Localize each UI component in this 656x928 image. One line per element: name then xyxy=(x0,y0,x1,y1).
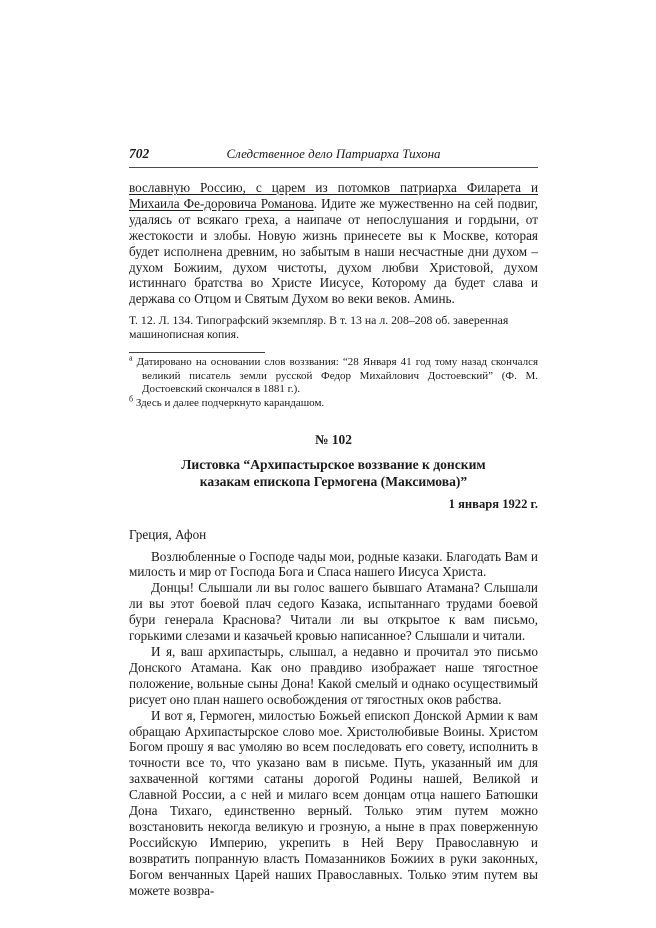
archival-reference: Т. 12. Л. 134. Типографский экземпляр. В т. 13 на л. 208–208 об. заверенная машинописная копия. xyxy=(129,313,509,342)
continuation-paragraph-text: . Идите же мужественно на сей подвиг, удалясь от всякаго греха, а наипаче от непослушания и гордыни, от жестокости и злобы. Новую жизнь принесете вы к Москве, которая будет исполнена древним, но забытым в наши несчастные дни духом – духом Божиим, духом чистоты, духом любви Христовой, духом истиннаго братства во Христе Иисусе, Которому да будет слава и держава со Отцом и Святым Духом во веки веков. Аминь. xyxy=(129,195,538,307)
page-content xyxy=(129,146,538,898)
page-number: 702 xyxy=(129,146,150,161)
footnote-b xyxy=(129,394,538,411)
document-title: Листовка “Архипастырское воззвание к донским казакам епископа Гермогена (Максимова)” xyxy=(181,456,486,489)
footnote-a xyxy=(129,353,539,397)
pencil-underlined-text: вославную Россию, с царем из потомков патриарха Филарета и Михаила Фе-доровича Романова xyxy=(129,180,538,211)
footnote-b-marker: б xyxy=(129,394,134,404)
continuation-paragraph xyxy=(129,180,538,307)
footnote-a-marker: а xyxy=(129,353,133,363)
document-paragraph-4: И вот я, Гермоген, милостью Божьей епископ Донской Армии к вам обращаю Архипастырское слово мое. Христолюбивые Воины. Христом Богом прошу я вас умоляю во всем последовать его совету, исполнить в точности все то, что указано вам в письме. Путь, указанный им для захваченной когтями сатаны дорогой Родины нашей, Великой и Славной России, а с ней и милаго всем донцам отца нашего Батюшки Дона Тихаго, единственно верный. Только этим путем можно возстановить некогда великую и грозную, а ныне в прах поверженную Российскую Империю, укрепить в Ней Веру Православную и возвратить попранную власть Помазанников Божиих в руки законных, Богом венчанных Царей наших Православных. Только этим путем вы можете возвра- xyxy=(129,707,538,898)
document-date: 1 января 1922 г. xyxy=(448,496,538,511)
document-number: № 102 xyxy=(315,431,352,447)
footnote-separator-rule xyxy=(129,352,265,353)
document-paragraph-3: И я, ваш архипастырь, слышал, а недавно и прочитал это письмо Донского Атамана. Как оно правдиво изображает наше тягостное положение, вольные сыны Дона! Какой смелый и однако осуществимый рисует оно план нашего освобождения от тягостных оков рабства. xyxy=(129,643,538,707)
document-paragraph-1: Возлюбленные о Господе чады мои, родные казаки. Благодать Вам и милость и мир от Господа Бога и Спаса нашего Иисуса Христа. xyxy=(129,548,538,580)
running-header xyxy=(129,146,538,163)
header-rule xyxy=(129,167,538,168)
footnotes-block xyxy=(129,353,539,410)
footnote-a-text: Датировано на основании слов воззвания: “28 Января 41 год тому назад скончался великий писатель земли русской Федор Михайлович Достоевский” (Ф. М. Достоевский скончался в 1881 г.). xyxy=(136,356,539,396)
footnote-b-text: Здесь и далее подчеркнуто карандашом. xyxy=(135,397,325,410)
document-place-line: Греция, Афон xyxy=(129,526,207,542)
document-paragraph-2: Донцы! Слышали ли вы голос вашего бывшаго Атамана? Слышали ли вы этот боевой плач седого Казака, испытаннаго трудами боевой бури генерала Краснова? Читали ли вы открытое к вам письмо, горькими слезами и казачьей кровью написанное? Слышали и читали. xyxy=(129,580,538,644)
running-title: Следственное дело Патриарха Тихона xyxy=(226,146,441,161)
